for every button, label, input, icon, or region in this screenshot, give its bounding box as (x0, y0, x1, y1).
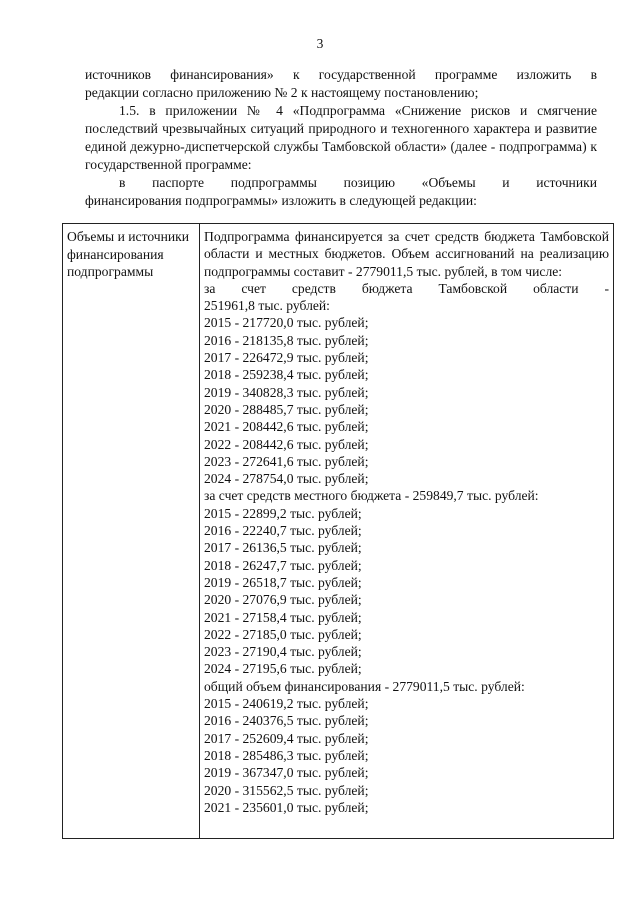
page-number: 3 (316, 36, 324, 51)
local-year-line: 2016 - 22240,7 тыс. рублей; (204, 523, 362, 539)
regional-heading-amount: 251961,8 тыс. рублей: (204, 298, 330, 314)
local-year-line: 2018 - 26247,7 тыс. рублей; (204, 557, 362, 573)
financing-description: Подпрограмма финансируется за счет средств бюджета Тамбовской области и местных бюджетов. Объем ассигнований на реализацию подпрограммы составит - 2779011,5 тыс. рублей, в том числе: (204, 229, 609, 279)
total-year-line: 2018 - 285486,3 тыс. рублей; (204, 747, 369, 763)
regional-year-line: 2017 - 226472,9 тыс. рублей; (204, 350, 369, 366)
position-label-cell (63, 224, 200, 839)
local-year-line: 2017 - 26136,5 тыс. рублей; (204, 540, 362, 556)
total-heading: общий объем финансирования - 2779011,5 тыс. рублей: (204, 678, 525, 694)
intro-text (85, 66, 597, 210)
total-year-line: 2019 - 367347,0 тыс. рублей; (204, 765, 369, 781)
table-row (63, 224, 614, 839)
regional-year-line: 2021 - 208442,6 тыс. рублей; (204, 419, 369, 435)
regional-year-line: 2018 - 259238,4 тыс. рублей; (204, 367, 369, 383)
local-year-line: 2020 - 27076,9 тыс. рублей; (204, 592, 362, 608)
regional-year-line: 2015 - 217720,0 тыс. рублей; (204, 315, 369, 331)
total-year-line: 2017 - 252609,4 тыс. рублей; (204, 730, 369, 746)
regional-year-line: 2020 - 288485,7 тыс. рублей; (204, 401, 369, 417)
regional-heading: за счет средств бюджета Тамбовской области - (204, 280, 609, 296)
local-year-line: 2023 - 27190,4 тыс. рублей; (204, 644, 362, 660)
regional-year-line: 2024 - 278754,0 тыс. рублей; (204, 471, 369, 487)
regional-year-line: 2022 - 208442,6 тыс. рублей; (204, 436, 369, 452)
regional-year-line: 2019 - 340828,3 тыс. рублей; (204, 384, 369, 400)
total-year-line: 2021 - 235601,0 тыс. рублей; (204, 799, 369, 815)
local-year-line: 2024 - 27195,6 тыс. рублей; (204, 661, 362, 677)
local-year-line: 2015 - 22899,2 тыс. рублей; (204, 505, 362, 521)
regional-year-line: 2016 - 218135,8 тыс. рублей; (204, 332, 369, 348)
passport-lead-line: в паспорте подпрограммы позицию «Объемы и источники (119, 175, 597, 190)
passport-lead-line-2: финансирования подпрограммы» изложить в следующей редакции: (85, 193, 477, 208)
position-value-cell (200, 224, 614, 839)
total-year-line: 2016 - 240376,5 тыс. рублей; (204, 713, 369, 729)
regional-year-line: 2023 - 272641,6 тыс. рублей; (204, 453, 369, 469)
intro-line-2: редакции согласно приложению № 2 к настоящему постановлению; (85, 85, 479, 100)
local-year-line: 2019 - 26518,7 тыс. рублей; (204, 574, 362, 590)
position-label: Объемы и источники финансирования подпрограммы (67, 229, 190, 279)
local-year-line: 2021 - 27158,4 тыс. рублей; (204, 609, 362, 625)
intro-line-1: источников финансирования» к государственной программе изложить в (85, 67, 597, 82)
total-year-line: 2015 - 240619,2 тыс. рублей; (204, 696, 369, 712)
local-heading: за счет средств местного бюджета - 259849,7 тыс. рублей: (204, 488, 539, 504)
item-1-5-paragraph: 1.5. в приложении № 4 «Подпрограмма «Снижение рисков и смягчение последствий чрезвычайных ситуаций природного и техногенного характера и развитие единой дежурно-диспетчерской службы Тамбовской области» (далее - подпрограмма) к государственной программе: (85, 103, 597, 172)
total-year-line: 2020 - 315562,5 тыс. рублей; (204, 782, 369, 798)
local-year-line: 2022 - 27185,0 тыс. рублей; (204, 626, 362, 642)
passport-table (62, 223, 614, 839)
